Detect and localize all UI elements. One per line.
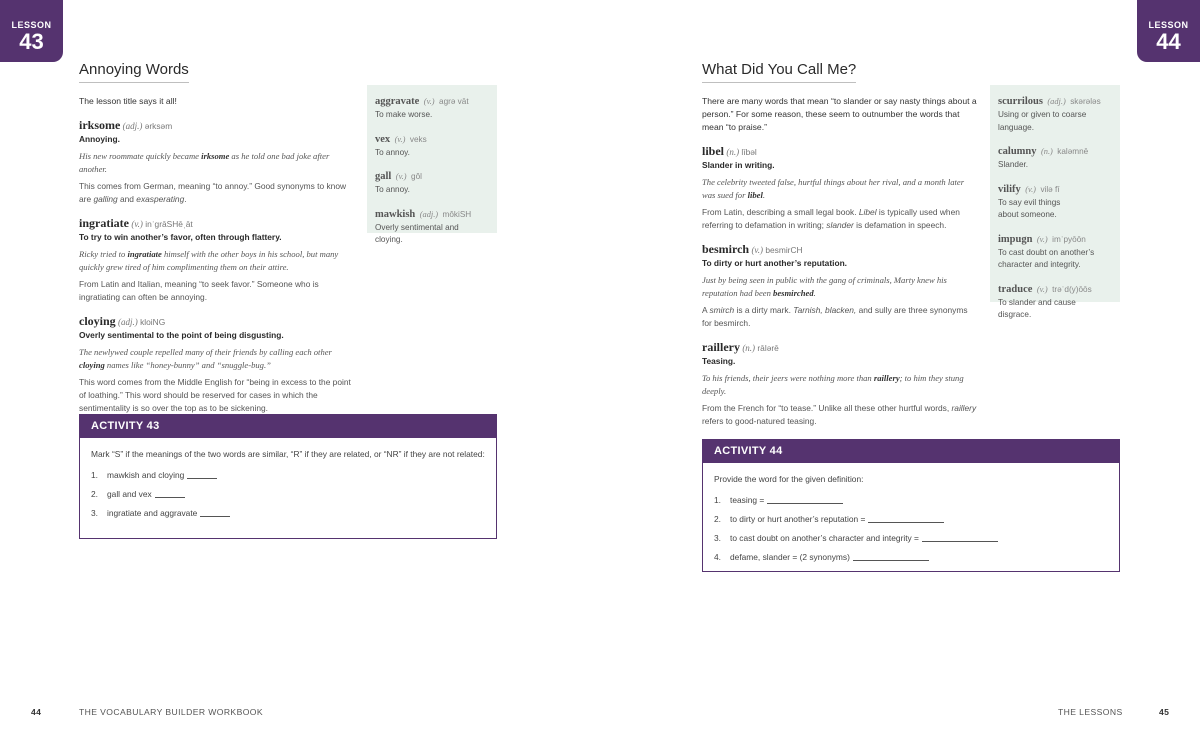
lesson-intro: There are many words that mean “to slander or say nasty things about a person.” For some reason, these seem to outnumber the words that mean “to praise.”: [702, 96, 977, 132]
sidebar-word-calumny: calumny (n.) kaləmnē Slander.: [998, 146, 1089, 169]
definition: Annoying.: [79, 134, 120, 144]
vocab-entry-cloying: [79, 315, 351, 415]
activity-instructions: Mark “S” if the meanings of the two words are similar, “R” if they are related, or “NR” if they are not related:: [91, 449, 485, 459]
definition: To dirty or hurt another’s reputation.: [702, 258, 848, 268]
activity-instructions: Provide the word for the given definition:: [714, 474, 864, 484]
right-main-column: [702, 61, 977, 428]
pronunciation: rālərē: [757, 343, 779, 353]
page-number-right: 45: [1159, 707, 1170, 717]
sidebar-word-vex: vex (v.) veks To annoy.: [375, 133, 427, 157]
etymology-note: This word comes from the Middle English for “being in excess to the point of loathing.” This word should be reserved for cases in which the sentimentality is so over the top as to be sickening.: [79, 377, 351, 413]
pronunciation: inˈgrāSHēˌāt: [145, 219, 193, 229]
page-number-left: 44: [31, 707, 42, 717]
related-words-sidebar: [367, 85, 497, 244]
vocab-word: irksome: [79, 118, 121, 132]
sidebar-word-scurrilous: scurrilous (adj.) skərələs Using or given to coarse language.: [998, 96, 1101, 132]
related-words-sidebar: [990, 85, 1120, 319]
answer-blank[interactable]: [868, 514, 944, 523]
activity-title: ACTIVITY 44: [703, 440, 1119, 463]
lesson-badge-label: LESSON: [1148, 20, 1189, 30]
sidebar-word-gall: gall (v.) gôl To annoy.: [375, 171, 422, 194]
activity-44-box: [702, 439, 1120, 572]
example-sentence: The newlywed couple repelled many of their friends by calling each other cloying names like “honey-bunny” and “snuggle-bug.”: [79, 347, 332, 370]
activity-item: 1. teasing =: [714, 495, 1108, 505]
definition: Teasing.: [702, 356, 736, 366]
activity-item: 2. to dirty or hurt another’s reputation =: [714, 514, 1108, 524]
definition: Slander in writing.: [702, 160, 775, 170]
sidebar-word-aggravate: aggravate (v.) agrə vāt To make worse.: [375, 96, 469, 119]
running-footer-section: THE LESSONS: [1058, 707, 1123, 717]
etymology-note: From the French for “to tease.” Unlike all these other hurtful words, raillery refers to good-natured teasing.: [702, 403, 977, 426]
answer-blank[interactable]: [922, 533, 998, 542]
lesson-title: What Did You Call Me?: [702, 61, 856, 83]
sidebar-word-impugn: impugn (v.) imˈpyōōn To cast doubt on another’s character and integrity.: [998, 233, 1095, 269]
vocab-entry-besmirch: [702, 243, 977, 330]
example-sentence: His new roommate quickly became irksome as he told one bad joke after another.: [79, 151, 330, 174]
part-of-speech: (adj.): [118, 317, 138, 327]
left-main-column: [79, 61, 351, 415]
answer-blank[interactable]: [200, 508, 230, 517]
etymology-note: From Latin, describing a small legal book. Libel is typically used when referring to defamation in writing; slander is defamation in speech.: [702, 207, 960, 230]
activity-43-box: [79, 414, 497, 539]
part-of-speech: (adj.): [122, 121, 143, 131]
lesson-badge-number: 43: [19, 29, 44, 54]
vocab-word: libel: [702, 144, 725, 158]
lesson-badge-44: [1137, 0, 1200, 62]
vocab-word: cloying: [79, 314, 116, 328]
activity-title: ACTIVITY 43: [80, 415, 496, 438]
example-sentence: To his friends, their jeers were nothing more than raillery; to him they stung deeply.: [702, 373, 964, 396]
etymology-note: This comes from German, meaning “to annoy.” Good synonyms to know are galling and exasperating.: [79, 181, 347, 204]
pronunciation: lībəl: [741, 147, 757, 157]
vocab-entry-ingratiate: [79, 217, 351, 304]
part-of-speech: (n.): [726, 147, 740, 157]
activity-item: 2. gall and vex: [91, 489, 485, 499]
pronunciation: ərksəm: [144, 121, 173, 131]
activity-item: 3. to cast doubt on another’s character and integrity =: [714, 533, 1108, 543]
vocab-word: besmirch: [702, 242, 750, 256]
sidebar-word-vilify: vilify (v.) vilə fī To say evil things about someone.: [998, 183, 1061, 219]
answer-blank[interactable]: [155, 489, 185, 498]
lesson-badge-43: [0, 0, 63, 62]
etymology-note: From Latin and Italian, meaning “to seek favor.” Someone who is ingratiating can often be annoying.: [79, 279, 319, 302]
sidebar-word-mawkish: mawkish (adj.) môkiSH Overly sentimental and cloying.: [375, 208, 472, 244]
pronunciation: besmirCH: [765, 245, 803, 255]
vocab-entry-libel: [702, 145, 977, 232]
activity-item: 4. defame, slander = (2 synonyms): [714, 552, 1108, 562]
vocab-word: raillery: [702, 340, 740, 354]
example-sentence: The celebrity tweeted false, hurtful things about her rival, and a month later was sued for libel.: [702, 177, 965, 200]
etymology-note: A smirch is a dirty mark. Tarnish, blacken, and sully are three synonyms for besmirch.: [702, 305, 968, 328]
lesson-badge-label: LESSON: [11, 20, 52, 30]
sidebar-word-traduce: traduce (v.) trəˈd(y)ōōs To slander and cause disgrace.: [998, 283, 1092, 319]
answer-blank[interactable]: [187, 470, 217, 479]
example-sentence: Just by being seen in public with the gang of criminals, Marty knew his reputation had been besmirched.: [702, 275, 947, 298]
definition: Overly sentimental to the point of being disgusting.: [79, 330, 284, 340]
running-footer-book-title: THE VOCABULARY BUILDER WORKBOOK: [79, 707, 263, 717]
part-of-speech: (n.): [742, 343, 756, 353]
answer-blank[interactable]: [767, 495, 843, 504]
example-sentence: Ricky tried to ingratiate himself with the other boys in his school, but many quickly grew tired of him complimenting them on their attire.: [79, 249, 339, 272]
activity-item: 1. mawkish and cloying: [91, 470, 485, 480]
part-of-speech: (v.): [131, 219, 143, 229]
activity-item: 3. ingratiate and aggravate: [91, 508, 485, 518]
lesson-intro: The lesson title says it all!: [79, 96, 177, 106]
vocab-entry-irksome: [79, 119, 351, 206]
lesson-title: Annoying Words: [79, 61, 189, 83]
vocab-word: ingratiate: [79, 216, 129, 230]
vocab-entry-raillery: [702, 341, 977, 428]
part-of-speech: (v.): [751, 245, 764, 255]
definition: To try to win another’s favor, often through flattery.: [79, 232, 282, 242]
lesson-badge-number: 44: [1156, 29, 1181, 54]
pronunciation: kloiNG: [140, 317, 166, 327]
answer-blank[interactable]: [853, 552, 929, 561]
